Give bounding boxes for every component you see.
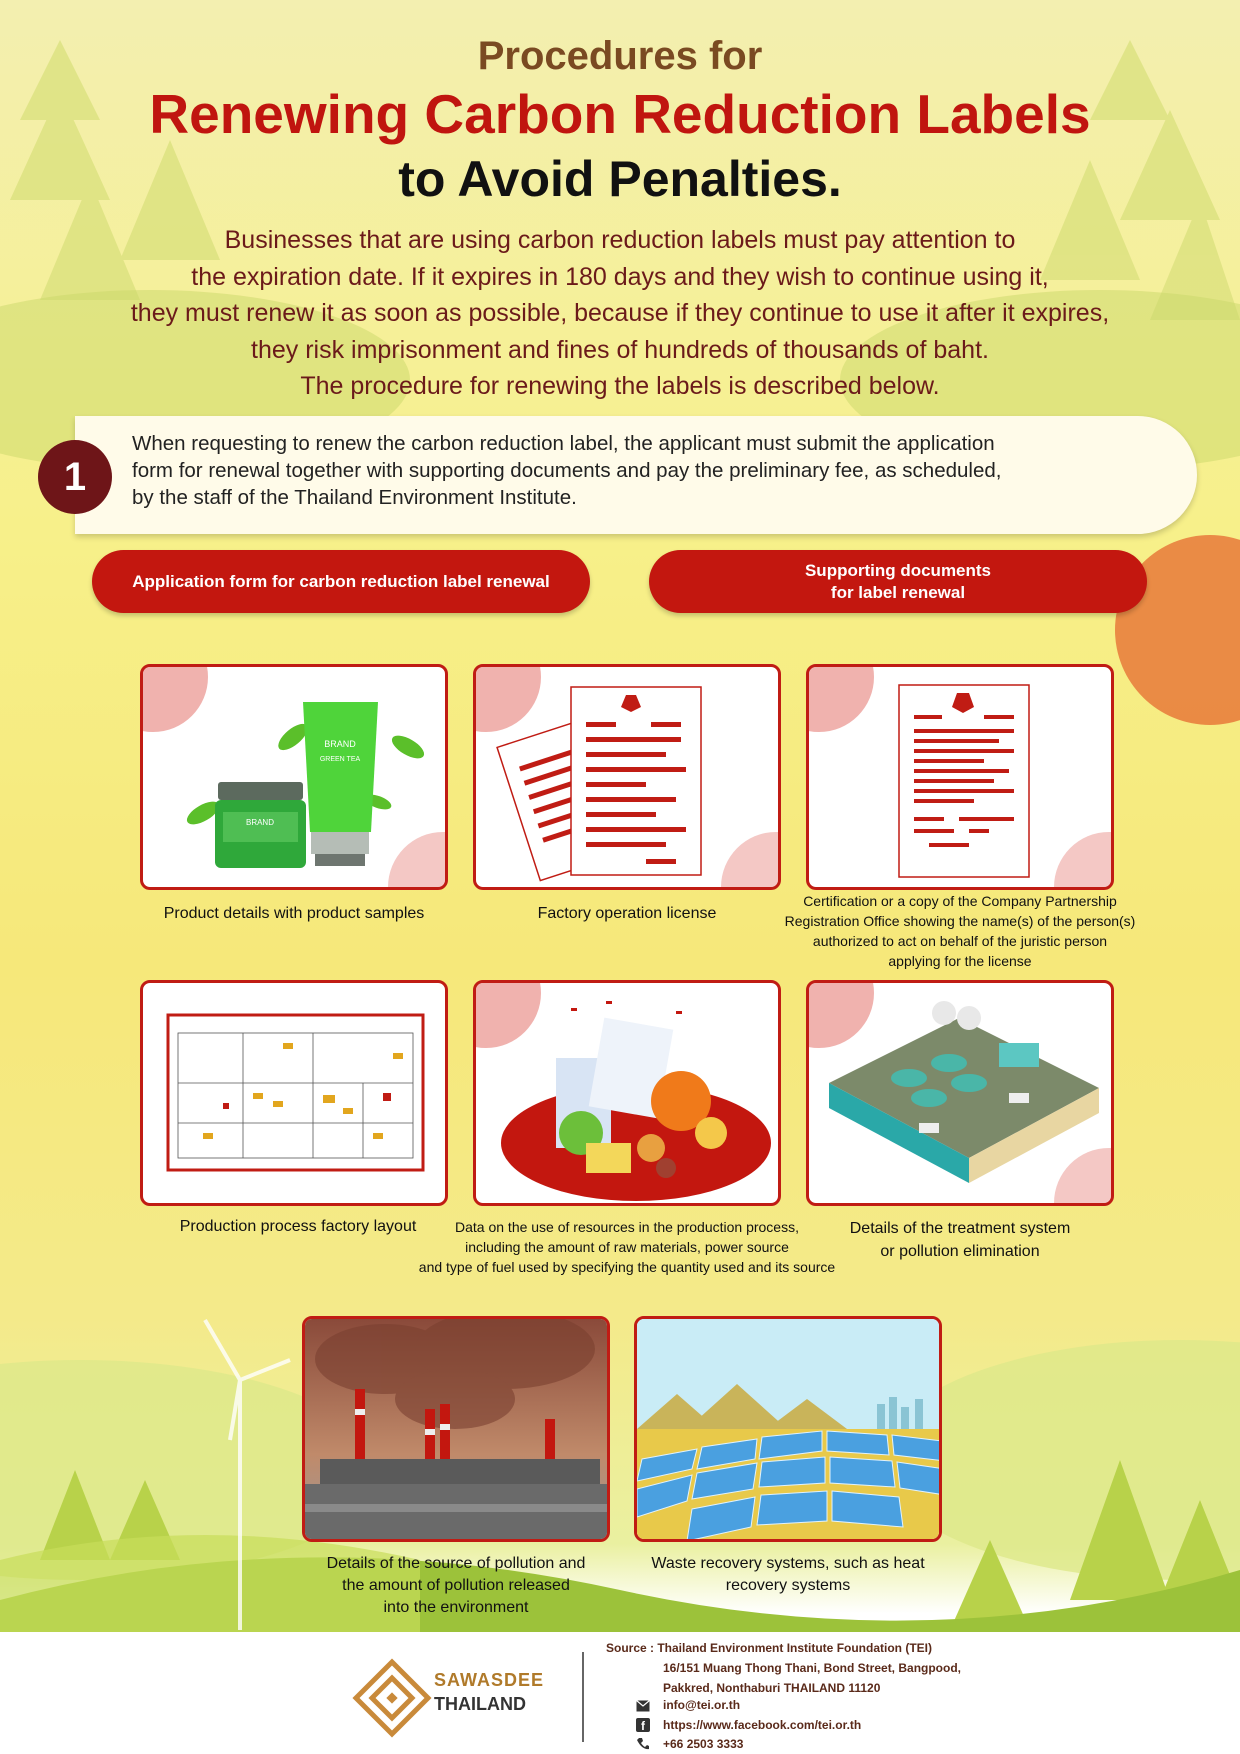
application-form-pill (92, 550, 590, 613)
caption-line: recovery systems (725, 1577, 851, 1594)
solar-farm-image (637, 1319, 942, 1542)
step-line: When requesting to renew the carbon reduction label, the applicant must submit the application (132, 432, 995, 455)
factory-layout-image (143, 983, 448, 1206)
caption-resource-data (400, 1217, 854, 1277)
caption-line: into the environment (383, 1599, 529, 1616)
email-icon (636, 1700, 650, 1712)
polluting-factory-image (305, 1319, 610, 1542)
caption-line: Data on the use of resources in the production process, (455, 1219, 799, 1235)
source-line-3: Pakkred, Nonthaburi THAILAND 11120 (663, 1681, 881, 1695)
title-kicker: Procedures for (477, 34, 763, 78)
phone-icon (636, 1737, 650, 1751)
footer-divider (582, 1652, 584, 1742)
card-factory-layout (140, 980, 448, 1206)
caption-line: Registration Office showing the name(s) of the person(s) (784, 913, 1136, 929)
intro-line: the expiration date. If it expires in 180 days and they wish to continue using it, (191, 262, 1049, 291)
intro-line: they must renew it as soon as possible, because if they continue to use it after it expires, (130, 299, 1110, 327)
intro-line: they risk imprisonment and fines of hundreds of thousands of baht. (251, 335, 989, 364)
intro-line: The procedure for renewing the labels is described below. (300, 372, 940, 400)
contact-email[interactable]: info@tei.or.th (663, 1698, 741, 1712)
step-line: by the staff of the Thailand Environment Institute. (132, 486, 577, 509)
caption-line: and type of fuel used by specifying the quantity used and its source (418, 1259, 836, 1275)
step-line: form for renewal together with supporting documents and pay the preliminary fee, as scheduled, (132, 459, 1002, 482)
caption-certification (760, 891, 1160, 971)
card-certification (806, 664, 1114, 890)
caption-line: applying for the license (888, 953, 1032, 969)
jar-brand-text: BRAND (245, 818, 275, 827)
caption-waste-recovery (634, 1553, 942, 1597)
license-document-image (476, 667, 781, 890)
caption-line: authorized to act on behalf of the juristic person (812, 933, 1108, 949)
supporting-documents-label-1: Supporting documents (804, 560, 992, 580)
caption-pollution-source (296, 1553, 616, 1619)
caption-line: Details of the treatment system (849, 1220, 1071, 1237)
card-product-samples (140, 664, 448, 890)
step-description (132, 430, 1172, 511)
supporting-documents-pill (649, 550, 1147, 613)
card-waste-recovery (634, 1316, 942, 1542)
page-title: Renewing Carbon Reduction Labels (149, 83, 1091, 145)
contact-facebook[interactable]: https://www.facebook.com/tei.or.th (663, 1718, 862, 1732)
caption-line: or pollution elimination (880, 1243, 1040, 1260)
logo-text-thailand: THAILAND (434, 1694, 526, 1714)
supporting-documents-label-2: for label renewal (830, 582, 966, 602)
page-subtitle: to Avoid Penalties. (398, 151, 842, 207)
intro-paragraph (40, 222, 1200, 405)
caption-line: Details of the source of pollution and (326, 1555, 586, 1572)
treatment-plant-image (809, 983, 1114, 1206)
card-pollution-source (302, 1316, 610, 1542)
cosmetics-product-image (143, 667, 448, 890)
contact-phone[interactable]: +66 2503 3333 (663, 1737, 744, 1751)
raw-materials-image (476, 983, 781, 1206)
card-treatment-system (806, 980, 1114, 1206)
caption-line: Certification or a copy of the Company Partnership (803, 893, 1117, 909)
svg-text:f: f (641, 1719, 645, 1732)
caption-factory-layout: Production process factory layout (179, 1218, 417, 1235)
source-line-2: 16/151 Muang Thong Thani, Bond Street, Bangpood, (663, 1661, 962, 1675)
caption-treatment-system (806, 1217, 1114, 1263)
source-line-1: Source : Thailand Environment Institute Foundation (TEI) (606, 1641, 932, 1655)
caption-product-samples: Product details with product samples (163, 905, 425, 922)
tube-brand-text: BRAND (324, 739, 356, 749)
intro-line: Businesses that are using carbon reduction labels must pay attention to (224, 226, 1016, 254)
tube-variant-text: GREEN TEA (319, 756, 361, 763)
card-resource-data (473, 980, 781, 1206)
certificate-document-image (809, 667, 1114, 890)
card-factory-license (473, 664, 781, 890)
facebook-icon (636, 1718, 650, 1732)
caption-factory-license: Factory operation license (537, 905, 717, 922)
caption-line: including the amount of raw materials, power source (465, 1239, 789, 1255)
caption-line: Waste recovery systems, such as heat (651, 1555, 925, 1572)
application-form-label: Application form for carbon reduction label renewal (132, 571, 550, 591)
sawasdee-logo-icon (352, 1658, 432, 1738)
logo-text-sawasdee: SAWASDEE (434, 1670, 545, 1690)
caption-line: the amount of pollution released (342, 1577, 570, 1594)
step-number-badge: 1 (38, 440, 112, 514)
